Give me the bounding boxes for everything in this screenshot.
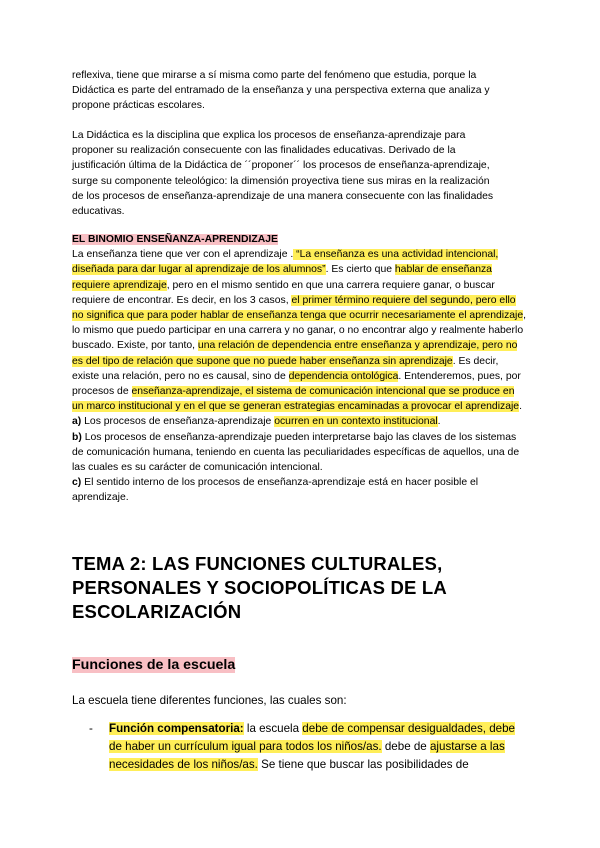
text-line: Didáctica es parte del entramado de la enseñanza y una perspectiva externa que analiza y: [72, 85, 490, 97]
text-line: educativas.: [72, 206, 125, 218]
highlighted-text: ajustarse a las necesidades de los niños/as.: [109, 740, 505, 771]
highlighted-text: “La enseñanza es una actividad intencional, diseñada para dar lugar al aprendizaje de los alumnos”: [72, 249, 499, 276]
paragraph-reflexiva: [72, 68, 528, 114]
heading-text: Funciones de la escuela: [72, 657, 236, 673]
paragraph-didactica: [72, 128, 528, 219]
item-a: [72, 414, 528, 429]
item-b: [72, 430, 528, 476]
highlighted-text: ocurren en un contexto institucional: [274, 416, 438, 428]
text-line: justificación última de la Didáctica de ´´proponer´´ los procesos de enseñanza-aprendizaje,: [72, 160, 490, 172]
text-run: , lo mismo que puedo participar en una carrera y no ganar, o no encontrar algo y realmente haberlo buscado. Existe, por tanto,: [72, 310, 527, 352]
text-line: proponer su realización consecuente con las finalidades educativas. Derivado de la: [72, 145, 456, 157]
highlighted-text: dependencia ontológica: [288, 370, 399, 382]
binomio-paragraph: [72, 247, 528, 414]
text-run: Los procesos de enseñanza-aprendizaje: [81, 416, 275, 428]
text-run: .: [519, 401, 522, 413]
tema-2-heading: [72, 552, 532, 624]
item-label: c): [72, 477, 82, 489]
text-run: .: [437, 416, 441, 428]
text-line: surge su componente teleológico: la dimensión proyectiva tiene sus miras en la realización: [72, 175, 490, 187]
item-label: Función compensatoria:: [109, 722, 244, 735]
binomio-heading: EL BINOMIO ENSEÑANZA-APRENDIZAJE: [72, 234, 278, 245]
funciones-heading: [72, 657, 235, 673]
heading-line: ESCOLARIZACIÓN: [72, 601, 242, 622]
item-c: [72, 475, 528, 505]
funciones-intro: La escuela tiene diferentes funciones, las cuales son:: [72, 694, 347, 707]
text-run: . Es decir, existe una relación, pero no es causal, sino de: [72, 355, 499, 382]
text-run: Se tiene que buscar las posibilidades de: [257, 758, 469, 771]
heading-line: PERSONALES Y SOCIOPOLÍTICAS DE LA: [72, 577, 447, 598]
list-bullet: -: [89, 722, 93, 735]
highlighted-text: una relación de dependencia entre enseñanza y aprendizaje, pero no es del tipo de relación que supone que no puede haber enseñanza sin aprendizaje: [72, 340, 518, 367]
highlighted-text: enseñanza-aprendizaje, el sistema de comunicación intencional que se produce en un marco institucional y en el que se generan estrategias encaminadas a provocar el aprendizaje: [72, 386, 520, 413]
text-run: El sentido interno de los procesos de enseñanza-aprendizaje está en hacer posible el aprendizaje.: [72, 477, 479, 504]
item-label: a): [72, 416, 82, 428]
text-line: La Didáctica es la disciplina que explica los procesos de enseñanza-aprendizaje para: [72, 130, 466, 141]
list-item-funcion-compensatoria: [109, 720, 529, 774]
text-run: la escuela: [243, 722, 303, 735]
highlighted-text: el primer término requiere del segundo, pero ello no significa que para poder hablar de enseñanza tenga que ocurrir necesariamente el aprendizaje: [72, 294, 524, 322]
text-line: de los procesos de enseñanza-aprendizaje de una manera consecuente con las finalidades: [72, 190, 494, 202]
text-run: La enseñanza tiene que ver con el aprendizaje .: [72, 249, 294, 261]
heading-line: TEMA 2: LAS FUNCIONES CULTURALES,: [72, 553, 443, 574]
item-label: b): [72, 431, 82, 443]
highlighted-text: hablar de enseñanza requiere aprendizaje: [72, 264, 492, 291]
text-line: reflexiva, tiene que mirarse a sí misma como parte del fenómeno que estudia, porque la: [72, 70, 477, 81]
highlighted-text: debe de compensar desigualdades, debe de haber un currículum igual para todos los niños/as.: [109, 722, 516, 753]
text-run: , pero en el mismo sentido en que una carrera requiere ganar, o buscar requiere de encontrar. Es decir, en los 3 casos,: [72, 279, 495, 306]
section-binomio: [72, 232, 528, 506]
text-run: debe de: [381, 740, 430, 753]
text-run: . Es cierto que: [325, 264, 395, 276]
text-run: Los procesos de enseñanza-aprendizaje pueden interpretarse bajo las claves de los sistemas de comunicación humana, teniendo en cuenta las peculiaridades específicas de aquellos, una de las cuales es su carácter de comunicación intencional.: [72, 431, 520, 474]
text-run: . Entenderemos, pues, por procesos de: [72, 370, 521, 398]
text-line: propone prácticas escolares.: [72, 100, 205, 112]
